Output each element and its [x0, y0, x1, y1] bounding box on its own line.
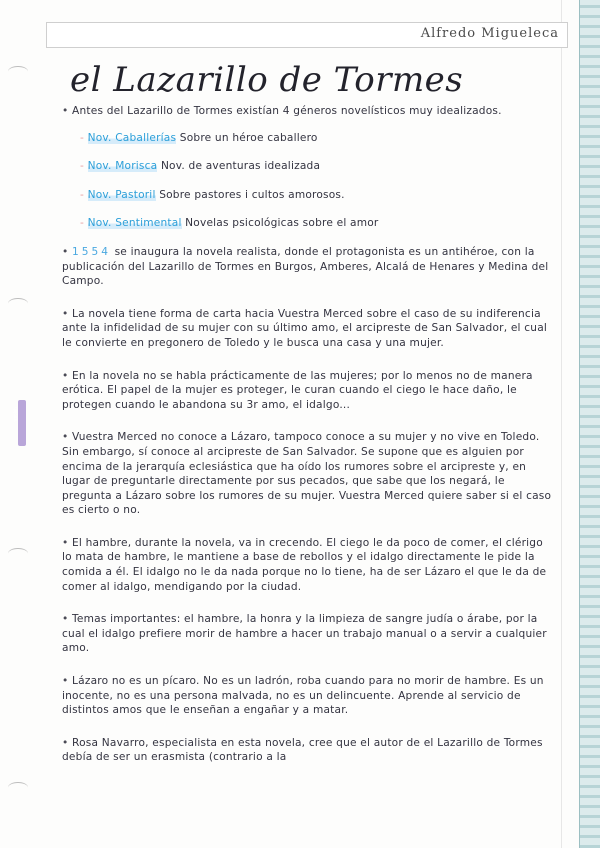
note-merced: • Vuestra Merced no conoce a Lázaro, tampoco conoce a su mujer y no vive en Toledo. Sin embargo, sí conoce al arcipreste de San Salvador. Se supone que es alguien por encima de la jerarquía eclesiástica que ha oído los rumores sobre el arcipreste y, en lugar de preguntarle directamente por sus pecados, que sabe que los negará, le pregunta a Lázaro sobre los rumores de su mujer. Vuestra Merced quiere saber si el caso es cierto o no. [62, 430, 556, 518]
note-women: • En la novela no se habla prácticamente de las mujeres; por lo menos no de manera erótica. El papel de la mujer es proteger, le curan cuando el ciego le hace daño, le protegen cuando le abandona su 3r amo, el idalgo... [62, 369, 556, 413]
note-letter: • La novela tiene forma de carta hacia Vuestra Merced sobre el caso de su indiferencia ante la infidelidad de su mujer con su último amo, el arcipreste de San Salvador, el cual le convierte en pregonero de Toledo y le busca una casa y una mujer. [62, 307, 556, 351]
note-1554 [62, 245, 556, 289]
dash: - [80, 188, 85, 201]
dash: - [80, 131, 85, 144]
dash: - [80, 217, 85, 230]
ring-hole [8, 548, 28, 559]
note-lazaro: • Lázaro no es un pícaro. No es un ladrón, roba cuando para no morir de hambre. Es un inocente, no es una persona malvada, no es un delincuente. Aprende al servicio de distintos amos que le enseñan a engañar y a matar. [62, 674, 556, 718]
author-name: Alfredo Migueleca [420, 26, 559, 41]
page-edge [579, 0, 600, 848]
genre-name: Nov. Morisca [87, 160, 158, 173]
margin-line [561, 0, 562, 848]
ring-hole [8, 298, 28, 309]
genre-item [80, 131, 556, 146]
genre-name: Nov. Pastoril [87, 188, 156, 201]
genre-desc: Nov. de aventuras idealizada [160, 160, 321, 173]
dash: - [80, 160, 85, 173]
ring-hole [8, 782, 28, 793]
genre-name: Nov. Caballerías [87, 131, 177, 144]
side-tag-label: wuolah [12, 407, 18, 422]
header-box [46, 22, 568, 48]
genre-item [80, 216, 556, 231]
genre-name: Nov. Sentimental [87, 217, 182, 230]
page-title: el Lazarillo de Tormes [70, 60, 464, 100]
genre-desc: Novelas psicológicas sobre el amor [185, 217, 379, 230]
ring-hole [8, 66, 28, 77]
note-themes: • Temas importantes: el hambre, la honra y la limpieza de sangre judía o árabe, por la cual el idalgo prefiere morir de hambre a hacer un trabajo manual o a servir a cualquier amo. [62, 612, 556, 656]
notes-body [62, 104, 556, 765]
genre-desc: Sobre un héroe caballero [179, 131, 318, 144]
genre-item [80, 159, 556, 174]
note-genres: • Antes del Lazarillo de Tormes existían 4 géneros novelísticos muy idealizados. [62, 104, 556, 119]
genre-item [80, 188, 556, 203]
note-rosa: • Rosa Navarro, especialista en esta novela, cree que el autor de el Lazarillo de Tormes debía de ser un erasmista (contrario a la [62, 736, 556, 765]
note-hunger: • El hambre, durante la novela, va in crecendo. El ciego le da poco de comer, el clérigo lo mata de hambre, le mantiene a base de rebollos y el idalgo directamente le pide la comida a él. El idalgo no le da nada porque no lo tiene, ha de ser Lázaro el que le da de comer al idalgo, mendigando por la ciudad. [62, 536, 556, 594]
genre-desc: Sobre pastores i cultos amorosos. [159, 188, 345, 201]
side-tag [12, 400, 26, 446]
year-highlight: 1554 [72, 245, 111, 258]
note-text: se inaugura la novela realista, donde el protagonista es un antihéroe, con la publicación del Lazarillo de Tormes en Burgos, Amberes, Alcalá de Henares y Medina del Campo. [62, 245, 549, 288]
